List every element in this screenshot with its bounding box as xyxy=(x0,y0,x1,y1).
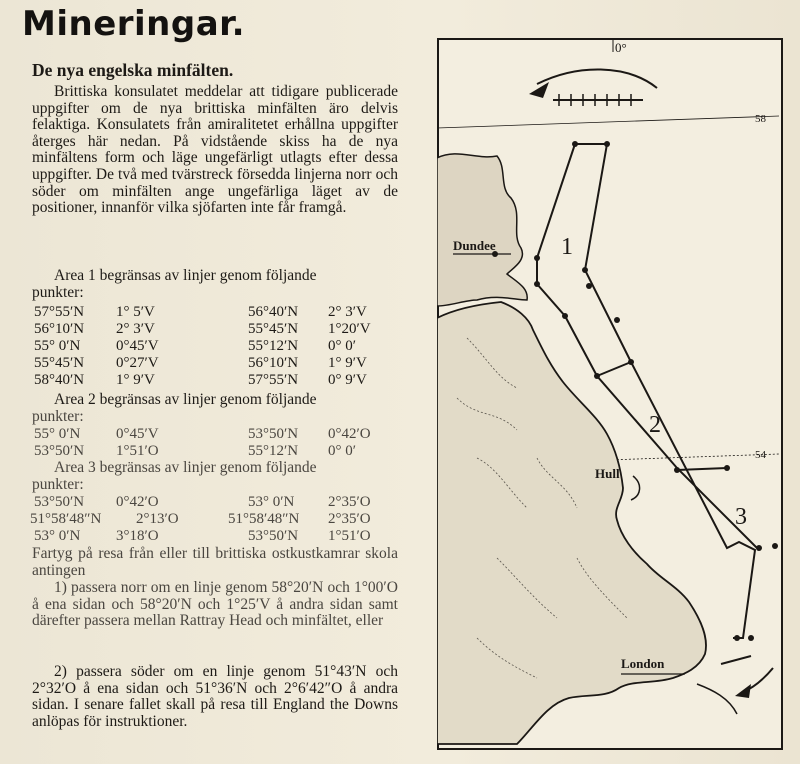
coord-lat-b: 57°55′N xyxy=(248,372,299,388)
area-3-label: 3 xyxy=(735,504,747,530)
coord-row xyxy=(0,338,400,355)
coord-lat-b: 53° 0′N xyxy=(248,494,295,510)
coord-row xyxy=(0,528,400,545)
city-dundee-label: Dundee xyxy=(453,238,496,253)
coord-lon-a: 3°18′O xyxy=(116,528,159,544)
coord-row xyxy=(0,304,400,321)
coord-lat-a: 57°55′N xyxy=(34,304,85,320)
coord-lat-a: 55°45′N xyxy=(34,355,85,371)
area-2-heading-text: Area 2 begränsas av linjer genom följande xyxy=(54,391,317,408)
coord-lon-b: 1°51′O xyxy=(328,528,371,544)
coord-lat-a: 53°50′N xyxy=(34,494,85,510)
coord-row xyxy=(0,355,400,372)
coord-lon-a: 2°13′O xyxy=(136,511,179,527)
city-london-label: London xyxy=(621,656,665,671)
thames-estuary xyxy=(697,684,737,714)
intro-paragraph xyxy=(32,84,398,217)
intro-text: Brittiska konsulatet meddelar att tidigare publicerade uppgifter om de nya brittiska minfälten äro delvis felaktiga. Konsulatets från amiralitetet erhållna uppgifter återges här nedan. På vidstående skiss ha de nya minfältens form och läge ungefärligt utlagts efter dessa uppgifter. De två med tvärstreck försedda linjerna norr och söder om minfälten ange ungefärliga läget av de positioner, innanför vilka sjöfarten inte får framgå. xyxy=(32,83,398,217)
minefield-map xyxy=(437,38,781,748)
coord-lon-a: 0°42′O xyxy=(116,494,159,510)
south-barrier-line xyxy=(721,656,751,664)
coast-england xyxy=(437,302,706,744)
coord-lon-b: 2° 3′V xyxy=(328,304,367,320)
coord-lat-a: 53° 0′N xyxy=(34,528,81,544)
coord-lon-a: 1° 5′V xyxy=(116,304,155,320)
latitude-58-label: 58 xyxy=(755,113,766,125)
area-1-label: 1 xyxy=(561,234,573,260)
humber-estuary xyxy=(631,476,640,500)
coord-lon-a: 1° 9′V xyxy=(116,372,155,388)
area-3-heading-rest: punkter: xyxy=(32,475,84,493)
south-arrow-head-icon xyxy=(735,684,751,698)
coord-row xyxy=(0,372,400,389)
coord-lon-b: 2°35′O xyxy=(328,511,371,527)
coord-lon-a: 0°27′V xyxy=(116,355,159,371)
coord-lat-a: 55° 0′N xyxy=(34,426,81,442)
area-2-heading-rest: punkter: xyxy=(32,407,84,425)
north-route-arrow-icon xyxy=(537,69,657,88)
coord-lon-a: 0°45′V xyxy=(116,338,159,354)
coord-lon-b: 2°35′O xyxy=(328,494,371,510)
coord-lat-b: 55°45′N xyxy=(248,321,299,337)
coord-lon-b: 0° 9′V xyxy=(328,372,367,388)
area-2-label: 2 xyxy=(649,412,661,438)
ships-paragraph xyxy=(32,546,398,579)
area-2-heading xyxy=(32,392,398,425)
coord-lat-a: 51°58′48″N xyxy=(30,511,102,527)
article-subtitle: De nya engelska minfälten. xyxy=(32,60,234,80)
coord-lat-a: 58°40′N xyxy=(34,372,85,388)
route-north-text: 1) passera norr om en linje genom 58°20′N och 1°00′O å ena sidan och 58°20′N och 1°25′V å andra sidan samt därefter passera mellan Rattray Head och minfältet, eller xyxy=(32,579,398,630)
area-1-heading-text: Area 1 begränsas av linjer genom följande xyxy=(54,267,317,284)
article-title: Mineringar. xyxy=(22,4,245,44)
coord-lon-b: 1° 9′V xyxy=(328,355,367,371)
coord-lat-a: 55° 0′N xyxy=(34,338,81,354)
coast-scotland-north xyxy=(437,154,527,306)
route-north-paragraph xyxy=(32,580,398,630)
coord-lat-b: 56°40′N xyxy=(248,304,299,320)
coord-lat-b: 51°58′48″N xyxy=(228,511,300,527)
area-3-heading-text: Area 3 begränsas av linjer genom följande xyxy=(54,459,317,476)
city-hull-label: Hull xyxy=(595,466,620,481)
coord-lon-b: 1°20′V xyxy=(328,321,371,337)
coord-lat-b: 53°50′N xyxy=(248,528,299,544)
coord-lat-a: 53°50′N xyxy=(34,443,85,459)
route-south-paragraph xyxy=(32,664,398,730)
area-1-heading xyxy=(32,268,398,301)
coord-lat-b: 53°50′N xyxy=(248,426,299,442)
route-south-text: 2) passera söder om en linje genom 51°43′N och 2°32′O å ena sidan och 51°36′N och 2°6′42″O å andra sidan. I senare fallet skall på resa till England the Downs anlöpas för instruktioner. xyxy=(32,663,398,730)
meridian-label: 0° xyxy=(615,40,627,55)
coord-lat-b: 56°10′N xyxy=(248,355,299,371)
coord-lon-a: 1°51′O xyxy=(116,443,159,459)
latitude-54-label: 54 xyxy=(755,449,766,461)
area-3-heading xyxy=(32,460,398,493)
latitude-58-line xyxy=(437,116,779,128)
arrow-head-icon xyxy=(529,82,549,98)
area-2-3-divider xyxy=(677,468,727,470)
coord-row xyxy=(0,494,400,511)
coord-lat-b: 55°12′N xyxy=(248,338,299,354)
coord-lon-b: 0° 0′ xyxy=(328,443,357,459)
coord-lat-a: 56°10′N xyxy=(34,321,85,337)
coord-row xyxy=(0,321,400,338)
coord-row xyxy=(0,511,400,528)
coord-row xyxy=(0,426,400,443)
coord-lon-b: 0°42′O xyxy=(328,426,371,442)
coord-lon-b: 0° 0′ xyxy=(328,338,357,354)
area-1-heading-rest: punkter: xyxy=(32,283,84,301)
coord-lon-a: 2° 3′V xyxy=(116,321,155,337)
coord-row xyxy=(0,443,400,460)
coord-lon-a: 0°45′V xyxy=(116,426,159,442)
coord-lat-b: 55°12′N xyxy=(248,443,299,459)
ships-text: Fartyg på resa från eller till brittiska ostkustkamrar skola antingen xyxy=(32,545,398,579)
area-1-2-divider xyxy=(597,362,631,376)
